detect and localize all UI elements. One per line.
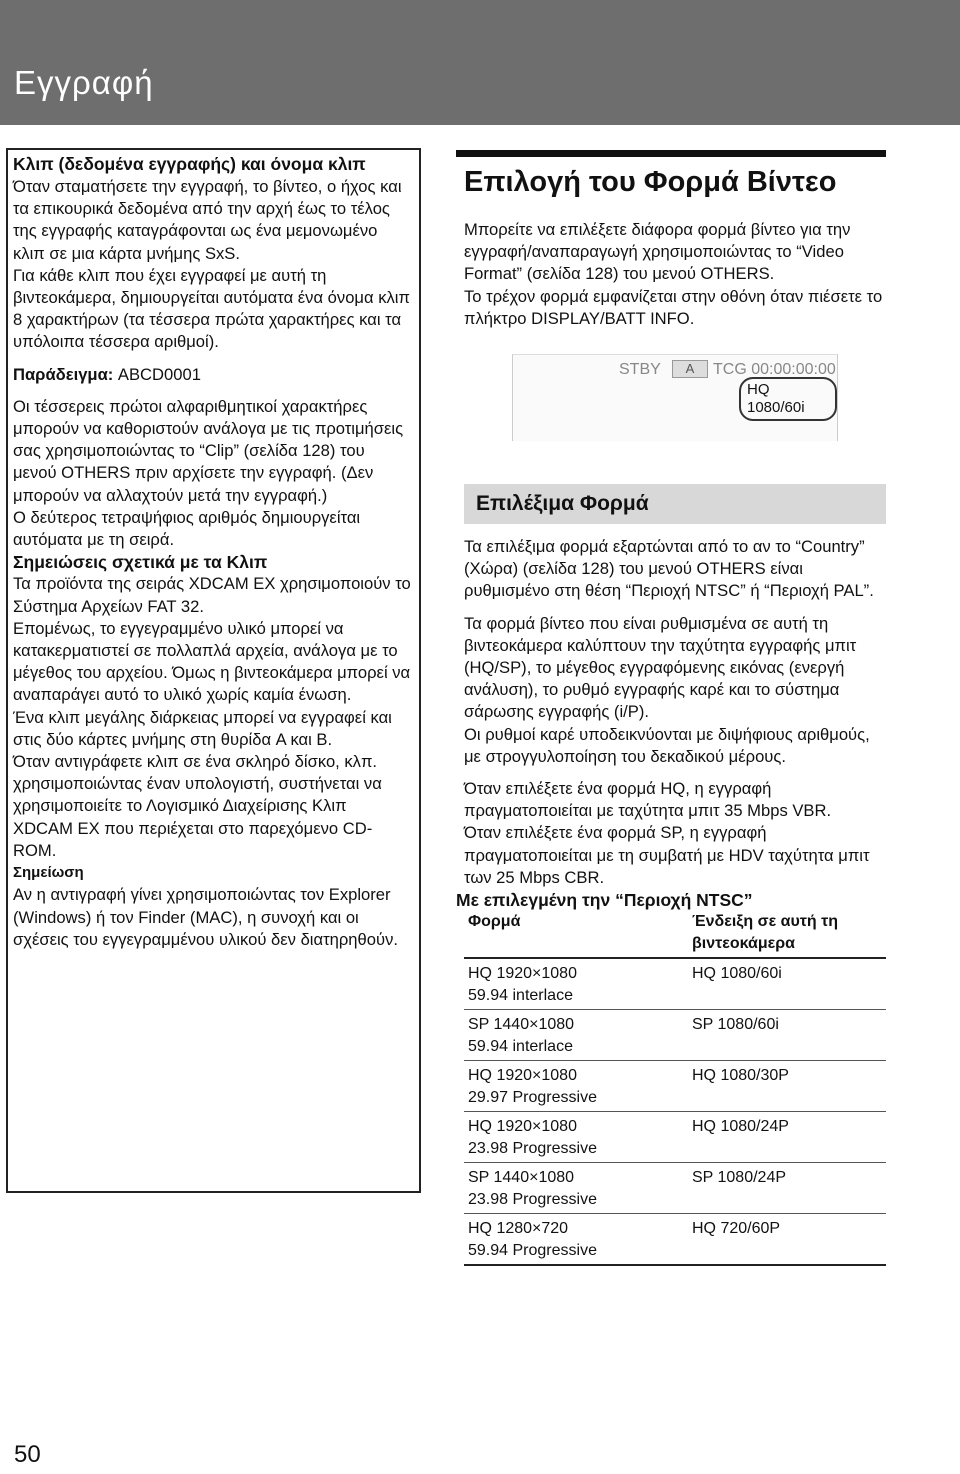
clip-para-3: Οι τέσσερεις πρώτοι αλφαριθμητικοί χαρακτήρες μπορούν να καθοριστούν ανάλογα με τις προτιμήσεις σας χρησιμοποιώντας το “Clip” (σελίδα 128) του μενού OTHERS πριν αρχίσετε την εγγραφή. (Δεν μπορούν να αλλαχτούν μετά την εγγραφή.)	[13, 396, 404, 505]
display-cell: SP 1080/60i	[688, 1010, 886, 1061]
notes-heading: Σημειώσεις σχετικά με τα Κλιπ	[13, 552, 268, 573]
notes-para-1: Τα προϊόντα της σειράς XDCAM EX χρησιμοποιούν το Σύστημα Αρχείων FAT 32.	[13, 574, 411, 616]
format-cell: SP 1440×1080 23.98 Progressive	[464, 1163, 688, 1214]
table-row	[464, 1214, 886, 1266]
display-cell: HQ 720/60P	[688, 1214, 886, 1266]
ntsc-format-table	[464, 911, 886, 1266]
intro-para-2: Το τρέχον φορμά εμφανίζεται στην οθόνη όταν πιέσετε το πλήκτρο DISPLAY/BATT INFO.	[464, 286, 883, 328]
sel-para-1: Τα επιλέξιμα φορμά εξαρτώνται από το αν το “Country” (Χώρα) (σελίδα 128) του μενού OTHERS είναι ρυθμισμένο στη θέση “Περιοχή NTSC” ή “Περιοχή PAL”.	[464, 537, 874, 601]
example-value: ABCD0001	[113, 364, 201, 384]
screen-media-icon: A	[672, 360, 708, 378]
sel-para-5: Όταν επιλέξετε ένα φορμά SP, η εγγραφή πραγματοποιείται με τη συμβατή με HDV ταχύτητα μπιτ των 25 Mbps CBR.	[464, 823, 870, 887]
display-cell: HQ 1080/24P	[688, 1112, 886, 1163]
page-title: Εγγραφή	[14, 64, 154, 101]
selectable-formats-heading: Επιλέξιμα Φορμά	[464, 484, 886, 524]
screen-format-indicator: HQ 1080/60i	[739, 377, 837, 421]
notes-para-4: Όταν αντιγράφετε κλιπ σε ένα σκληρό δίσκο, κλπ. χρησιμοποιώντας έναν υπολογιστή, συστήνεται να χρησιμοποιείτε το Λογισμικό Διαχείρισης Κλιπ XDCAM EX που περιέχεται στο παρεχόμενο CD-ROM.	[13, 752, 382, 860]
sel-para-3: Οι ρυθμοί καρέ υποδεικνύονται με διψήφιους αριθμούς, με στρογγυλοποίηση του δεκαδικού μέρους.	[464, 724, 870, 766]
viewfinder-screen-illustration	[512, 354, 838, 441]
table-row	[464, 1010, 886, 1061]
ntsc-heading: Με επιλεγμένη την “Περιοχή NTSC”	[456, 890, 753, 911]
section-divider	[456, 150, 886, 157]
clip-para-2: Για κάθε κλιπ που έχει εγγραφεί με αυτή τη βιντεοκάμερα, δημιουργείται αυτόματα ένα όνομα κλιπ 8 χαρακτήρων (τα τέσσερα πρώτα χαρακτήρες και τα υπόλοιπα τέσσερα αριθμοί).	[13, 265, 410, 352]
example-line	[13, 364, 411, 386]
clip-para-4: Ο δεύτερος τετραψήφιος αριθμός δημιουργείται αυτόματα με τη σειρά.	[13, 507, 361, 550]
format-cell: HQ 1920×1080 23.98 Progressive	[464, 1112, 688, 1163]
display-cell: SP 1080/24P	[688, 1163, 886, 1214]
clip-heading: Κλιπ (δεδομένα εγγραφής) και όνομα κλιπ	[13, 154, 366, 174]
format-cell: SP 1440×1080 59.94 interlace	[464, 1010, 688, 1061]
table-row	[464, 958, 886, 1010]
screen-timecode: TCG 00:00:00:00	[713, 361, 836, 379]
table-header-display: Ένδειξη σε αυτή τη βιντεοκάμερα	[688, 911, 886, 958]
notes-para-3: Ένα κλιπ μεγάλης διάρκειας μπορεί να εγγραφεί και στις δύο κάρτες μνήμης στη θυρίδα A και B.	[13, 707, 392, 749]
note-text: Αν η αντιγραφή γίνει χρησιμοποιώντας τον Explorer (Windows) ή τον Finder (MAC), η συνοχή και οι σχέσεις του εγγεγραμμένου υλικού δεν διατηρηθούν.	[13, 885, 398, 949]
video-format-section	[456, 150, 888, 1266]
table-row	[464, 1163, 886, 1214]
example-label: Παράδειγμα:	[13, 364, 114, 384]
sel-para-4: Όταν επιλέξετε ένα φορμά HQ, η εγγραφή πραγματοποιείται με ταχύτητα μπιτ 35 Mbps VBR.	[464, 779, 832, 821]
table-row	[464, 1061, 886, 1112]
display-cell: HQ 1080/30P	[688, 1061, 886, 1112]
format-cell: HQ 1920×1080 59.94 interlace	[464, 958, 688, 1010]
format-cell: HQ 1280×720 59.94 Progressive	[464, 1214, 688, 1266]
clip-info-box	[6, 148, 421, 1193]
format-cell: HQ 1920×1080 29.97 Progressive	[464, 1061, 688, 1112]
notes-para-2: Επομένως, το εγγεγραμμένο υλικό μπορεί να κατακερματιστεί σε πολλαπλά αρχεία, ανάλογα με το μέγεθος του αρχείου. Όμως η βιντεοκάμερα μπορεί να αναπαράγει αυτό το υλικό χωρίς καμία ένωση.	[13, 618, 411, 705]
display-cell: HQ 1080/60i	[688, 958, 886, 1010]
sel-para-2: Τα φορμά βίντεο που είναι ρυθμισμένα σε αυτή τη βιντεοκάμερα καλύπτουν την ταχύτητα εγγραφής μπιτ (HQ/SP), το μέγεθος εγγραφόμενης εικόνας (ενεργή ανάλυση), το ρυθμό εγγραφής καρέ και το σύστημα σάρωσης εγγραφής (i/P).	[464, 613, 857, 722]
table-header-format: Φορμά	[464, 911, 688, 958]
table-row	[464, 1112, 886, 1163]
header-bar	[0, 0, 960, 125]
page-number: 50	[14, 1441, 41, 1468]
screen-stby-text: STBY	[619, 361, 661, 379]
clip-para-1: Όταν σταματήσετε την εγγραφή, το βίντεο, ο ήχος και τα επικουρικά δεδομένα από την αρχή έως το τέλος της εγγραφής καταγράφονται ως ένα μεμονωμένο κλιπ σε μια κάρτα μνήμης SxS.	[13, 177, 402, 263]
intro-para-1: Μπορείτε να επιλέξετε διάφορα φορμά βίντεο για την εγγραφή/αναπαραγωγή χρησιμοποιώντας το “Video Format” (σελίδα 128) του μενού OTHERS.	[464, 220, 851, 284]
section-title: Επιλογή του Φορμά Βίντεο	[464, 166, 837, 198]
note-heading: Σημείωση	[13, 864, 84, 882]
